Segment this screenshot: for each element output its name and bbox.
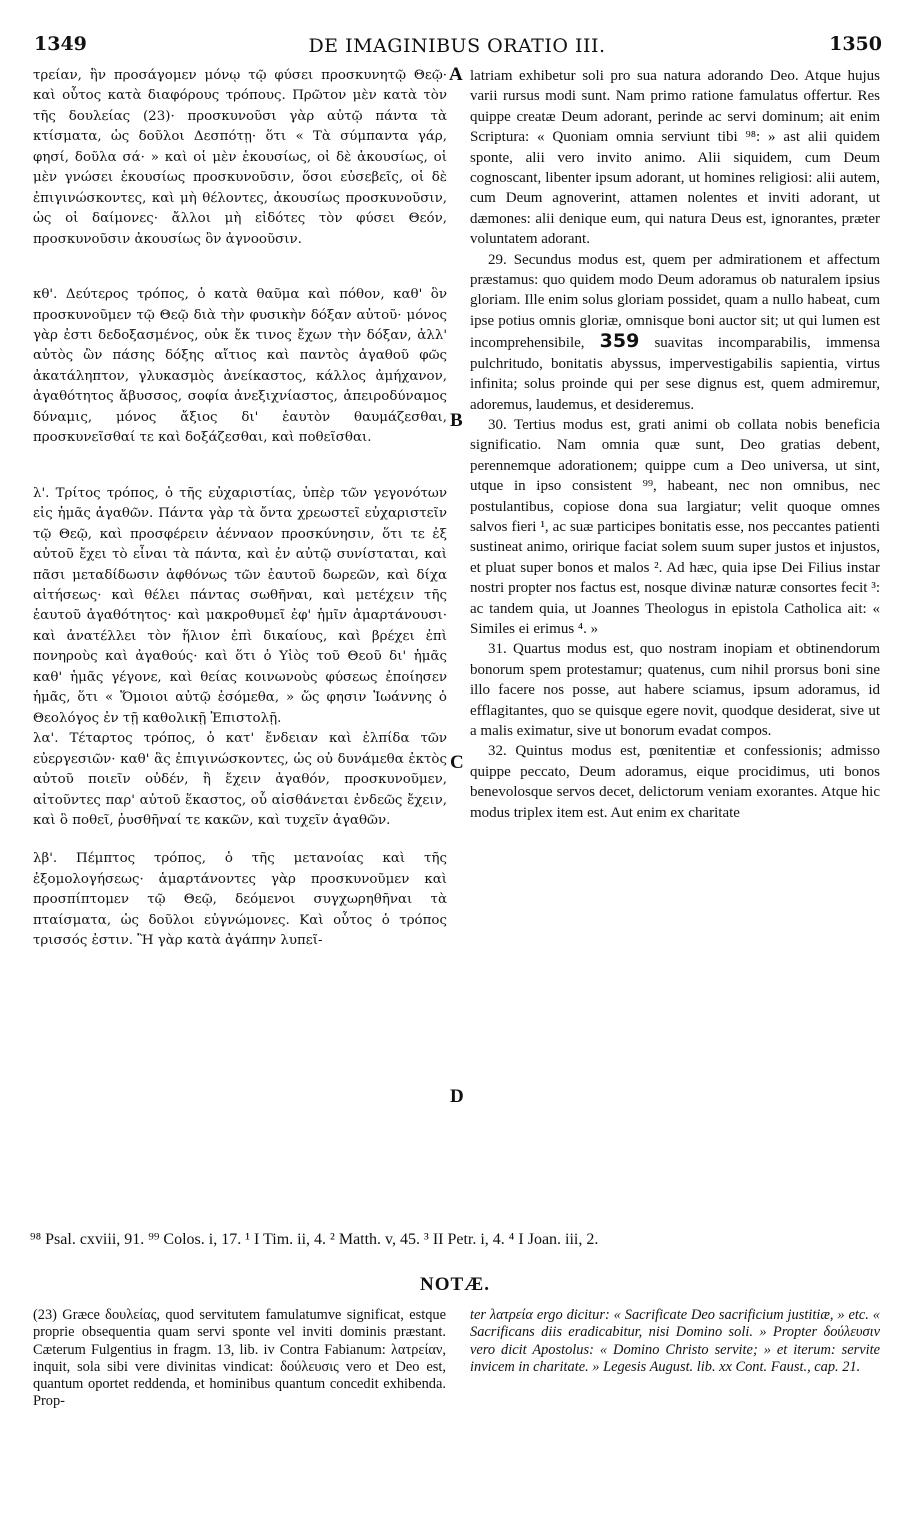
latin-paragraph-2 — [470, 250, 880, 415]
page-reference-number: 359 — [599, 330, 640, 353]
greek-paragraph-4 — [33, 729, 447, 831]
greek-paragraph-5 — [33, 849, 447, 951]
greek-section-number: λα'. — [33, 731, 59, 747]
running-title: DE IMAGINIBUS ORATIO III. — [308, 35, 606, 57]
marginal-letter-d: D — [450, 1086, 464, 1107]
greek-section-number: λ'. — [33, 485, 50, 501]
greek-paragraph-2 — [33, 285, 447, 449]
greek-paragraph-3 — [33, 484, 447, 729]
latin-paragraph-3: 30. Tertius modus est, grati animi ob collata nobis beneficia significatio. Nam omnia quæ sunt, Deo gratias debent, perennemque adorationem; quippe cum a Deo universa, ut sint, utque in ipso consistent ⁹⁹, habeant, nec non omnibus, nec postulantibus, copiose dona sua largiatur; velit quoque omnes salvos fieri ¹, ac suæ participes bonitatis esse, nos peccantes patienti sustineat animo, oririque faciat solem suum super justos et injustos, et pluat super bonos et malos ². Ad hæc, quia ipse Dei Filius instar nostri propter nos factus est, nosque divinæ naturæ consortes fecit ³: ac tandem quia, ut Joannes Theologus in epistola Catholica ait: « Similes ei erimus ⁴. » — [470, 416, 880, 637]
latin-paragraph-1: latriam exhibetur soli pro sua natura adorando Deo. Atque hujus varii rursus modi sunt. Nam primo ratione famulatus offertur. Res quippe creatæ Deum adorant, perinde ac servi dominum; ait enim Scriptura: « Quoniam omnia serviunt tibi ⁹⁸: » ast alii quidem sponte, alii vero invito animo. Alii siquidem, cum Deum cognoscant, libenter ipsum adorant, ut homines religiosi: alii autem, cum Deum agnoverint, attamen nolentes et inviti adorant, ut dæmones: alii denique eum, qui natura Deus est, ignorantes, præter voluntatem adorant. — [470, 68, 880, 248]
notes-left-column: (23) Græce δουλείας, quod servitutem famulatumve significat, estque proprie obsequentia quam servi sponte vel inviti dominis præstant. Cæterum Fulgentius in fragm. 13, lib. iv Contra Fabianum: λατρείαν, inquit, sola sibi vere divinitas vindicat: δούλευσις vero et Deo est, quantum oportet reddenda, et hominibus quantum concedit exhibenda. Prop- — [33, 1307, 446, 1410]
latin-paragraph-5: 32. Quintus modus est, pœnitentiæ et confessionis; admisso quippe peccato, Deum adoramus, eique procidimus, uti bonos benevolosque servos decet, delictorum veniam exorantes. Atque hic modus triplex item est. Aut enim ex charitate — [470, 743, 880, 821]
latin-column — [470, 66, 880, 823]
page-number-left: 1349 — [34, 33, 87, 55]
greek-paragraph-1: τρείαν, ἣν προσάγομεν μόνῳ τῷ φύσει προσκυνητῷ Θεῷ· καὶ οὗτος κατὰ διαφόρους τρόπους. Πρῶτον μὲν κατὰ τὸν τῆς δουλείας (23)· προσκυνοῦσι γὰρ αὐτῷ πάντα τὰ κτίσματα, ὡς δοῦλοι Δεσπότῃ· ὅτι « Τὰ σύμπαντα γάρ, φησί, δοῦλα σά· » καὶ οἱ μὲν ἑκουσίως, οἱ δὲ ἀκουσίως, οἱ μὲν γνώσει ἑκουσίως προσκυνοῦσιν, ὅσοι εὐσεβεῖς, οἱ δὲ ἐπιγινώσκοντες, καὶ μὴ θέλοντες, ἀκουσίως προσκυνοῦσιν, ὡς οἱ δαίμονες· ἄλλοι μὴ εἰδότες τὸν φύσει Θεόν, προσκυνοῦσιν ἀκουσίως ὃν ἀγνοοῦσιν. — [33, 68, 447, 247]
greek-section-number: λβ'. — [33, 851, 58, 867]
marginal-letter-a: A — [449, 64, 463, 85]
latin-paragraph-4: 31. Quartus modus est, quo nostram inopiam et obtinendorum bonorum spem protestamur; quatenus, cum nihil prorsus boni sine illo facere nos posse, aut habere sciamus, ipsum adoramus, id efflagitantes, quo se quisque egere novit, quodque desiderat, sive ut a malis eximatur, sive ut bonorum evadat compos. — [470, 641, 880, 739]
greek-paragraph-text: Δεύτερος τρόπος, ὁ κατὰ θαῦμα καὶ πόθον, καθ' ὃν προσκυνοῦμεν τῷ Θεῷ διὰ τὴν φυσικὴν δόξαν αὐτοῦ· μόνος γὰρ ἐστι δεδοξασμένος, οὐκ ἔκ τινος ἔχων τὴν δόξαν, ἀλλ' αὐτὸς ὢν πάσης δόξης αἴτιος καὶ παντὸς ἀγαθοῦ φῶς ἀκατάληπτον, γλυκασμὸς ἀνείκαστος, κάλλος ἀμήχανον, ἀγαθότητος ἄβυσσος, σοφία ἀνεξιχνίαστος, ἀπειροδύναμος δύναμις, μόνος ἄξιος δι' ἑαυτὸν θαυμάζεσθαι, προσκυνεῖσθαί τε καὶ δοξάζεσθαι, καὶ ποθεῖσθαι. — [33, 287, 447, 446]
latin-paragraph-text: 29. Secundus modus est, quem per admirationem et affectum præstamus: quo quidem modo Deum adoramus ob naturalem ipsius gloriam. Ille enim solus gloriam possidet, quam a nullo habeat, cum ipse potius omnis gloriæ, omnisque boni auctor sit; ut qui lumen est incomprehensibile, — [470, 251, 880, 352]
marginal-letter-b: B — [450, 410, 463, 431]
greek-paragraph-text: Τρίτος τρόπος, ὁ τῆς εὐχαριστίας, ὑπὲρ τῶν γεγονότων εἰς ἡμᾶς ἀγαθῶν. Πάντα γὰρ τὰ ὄντα χρεωστεῖ εὐχαριστεῖν τῷ Θεῷ, καὶ προσφέρειν ἀένναον προσκύνησιν, ὅτι τε ἐξ αὐτοῦ ἔχει τὸ εἶναι τὰ πάντα, καὶ ἐν αὐτῷ συνίσταται, καὶ πᾶσι μεταδίδωσιν ἀφθόνως τῶν ἑαυτοῦ δωρεῶν, καὶ δίχα αἰτήσεως· καὶ θέλει πάντας σωθῆναι, καὶ μετέχειν τῆς ἑαυτοῦ ἀγαθότητος· καὶ μακροθυμεῖ ἐφ' ἡμῖν ἁμαρτάνουσι· καὶ ἀνατέλλει τὸν ἥλιον ἐπὶ δικαίους, καὶ βρέχει ἐπὶ πονηροὺς καὶ ἀγαθούς· καὶ ὅτι ὁ Υἱὸς τοῦ Θεοῦ δι' ἡμᾶς καθ' ἡμᾶς γέγονε, καὶ θείας κοινωνοὺς φύσεως ἐποίησεν ἡμᾶς, ὅτι « Ὅμοιοι αὐτῷ ἐσόμεθα, » ὥς φησιν Ἰωάννης ὁ Θεολόγος ἐν τῇ καθολικῇ Ἐπιστολῇ. — [33, 485, 447, 726]
marginal-letter-c: C — [450, 752, 464, 773]
footnotes: ⁹⁸ Psal. cxviii, 91. ⁹⁹ Colos. i, 17. ¹ I Tim. ii, 4. ² Matth. v, 45. ³ II Petr. i, 4. ⁴ I Joan. iii, 2. — [30, 1231, 599, 1248]
greek-paragraph-text: Τέταρτος τρόπος, ὁ κατ' ἔνδειαν καὶ ἐλπίδα τῶν εὐεργεσιῶν· καθ' ἃς ἐπιγινώσκοντες, ὡς οὐ δυνάμεθα ἐκτὸς αὐτοῦ ποιεῖν οὐδέν, ἢ ἔχειν ἀγαθόν, προσκυνοῦμεν, αἰτοῦντες παρ' αὐτοῦ ἕκαστος, οὗ αἰσθάνεται ἐνδεῶς ἔχειν, καὶ ὃ ποθεῖ, ῥυσθῆναί τε κακῶν, καὶ τυχεῖν ἀγαθῶν. — [33, 731, 447, 828]
page-header — [30, 33, 884, 63]
notes-right-column: ter λατρεία ergo dicitur: « Sacrificate Deo sacrificium justitiæ, » etc. « Sacrificans diis eradicabitur, nisi Domino soli. » Propter δούλευσιν vero dicit Apostolus: « Domino Christo servite; » et iterum: servite invicem in charitate. » Legesis August. lib. xx Cont. Faust., cap. 21. — [470, 1307, 880, 1375]
greek-paragraph-text: Πέμπτος τρόπος, ὁ τῆς μετανοίας καὶ τῆς ἐξομολογήσεως· ἁμαρτάνοντες γὰρ προσκυνοῦμεν καὶ προσπίπτομεν τῷ Θεῷ, δεόμενοι συγχωρηθῆναι τὰ πταίσματα, ὡς δοῦλοι εὐγνώμονες. Καὶ οὗτος ὁ τρόπος τρισσός ἐστιν. Ἢ γὰρ κατὰ ἀγάπην λυπεῖ- — [33, 851, 447, 949]
page-number-right: 1350 — [829, 33, 882, 55]
notes-heading: NOTÆ. — [420, 1274, 490, 1295]
greek-column — [33, 66, 447, 952]
greek-section-number: κθ'. — [33, 287, 58, 303]
latin-paragraph-text: suavitas incomparabilis, immensa pulchritudo, bonitatis abyssus, impervestigabilis sapientia, virtus infinita; solus proinde qui per sese dignus est, quem admiremur, adoremus, laudemus, et desideremus. — [470, 335, 881, 413]
